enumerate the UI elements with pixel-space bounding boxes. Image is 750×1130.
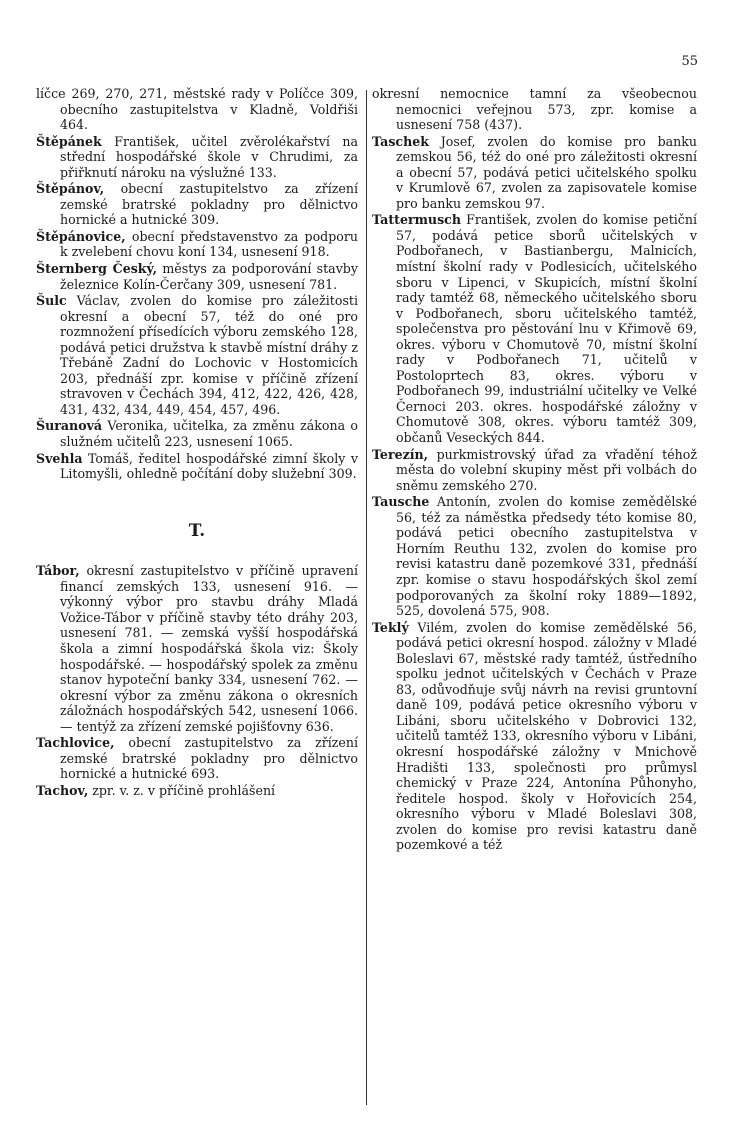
- entry-text: Vilém, zvolen do komise zemědělské 56, podává petici okresní hospod. záložny v Mladé Boleslavi 67, městské rady tamtéž, ústředního spolku jednot učitelských v Čechách v Praze 83, odůvodňuje svůj návrh na revisi gruntovní daně 109, podává petice okresního výboru v Libáni, sboru učitelského v Dobrovici 132, učitelů tamtéž 133, okresního výboru v Libáni, okresní hospodářské záložny v Mnichově Hradišti 133, společnosti pro průmysl chemický v Praze 224, Antonína Půhonyho, ředitele hospod. školy v Hořovicích 254, okresního výboru v Mladé Boleslavi 308, zvolen do komise pro revisi katastru daně pozemkové a též: [396, 619, 697, 853]
- index-entry: [36, 293, 358, 417]
- index-entry: [372, 134, 697, 212]
- section-letter: T.: [188, 520, 206, 541]
- entry-headword: Tachlovice,: [36, 735, 115, 751]
- entry-text: okresní zastupitelstvo v příčině upravení financí zemských 133, usnesení 916. — výkonný výbor pro stavbu dráhy Mladá Vožice-Tábor v příčině stavby této dráhy 203, usnesení 781. — zemská vyšší hospodářská škola a zimní hospodářská škola viz: Školy hospodářské. — hospodářský spolek za změnu stanov hypoteční banky 334, usnesení 762. — okresní výbor za změnu zákona o okresních záložnách hospodářských 542, usnesení 1066. — tentýž za zřízení zemské pojišťovny 636.: [60, 563, 358, 734]
- index-entry: [372, 620, 697, 853]
- entry-headword: Štěpánek: [36, 133, 102, 149]
- entry-headword: Taschek: [372, 133, 429, 149]
- entry-text: Tomáš, ředitel hospodářské zimní školy v Litomyšli, ohledně počítání doby služební 309.: [60, 450, 358, 482]
- entry-text: městys za podporování stavby železnice Kolín-Čerčany 309, usnesení 781.: [60, 261, 358, 292]
- index-entry: [372, 212, 697, 445]
- entry-text: obecní představenstvo za podporu k zvelebení chovu koní 134, usnesení 918.: [60, 228, 358, 260]
- right-entries: [372, 86, 697, 853]
- index-entry: [36, 134, 358, 181]
- index-entry: [36, 563, 358, 734]
- index-entry: [36, 451, 358, 482]
- entry-headword: Svehla: [36, 450, 83, 466]
- entry-headword: Štěpánovice,: [36, 228, 126, 244]
- entry-headword: Tachov,: [36, 782, 89, 798]
- column-divider: [366, 90, 367, 1105]
- entry-text: okresní nemocnice tamní za všeobecnou nemocnici veřejnou 573, zpr. komise a usnesení 758 (437).: [372, 86, 697, 133]
- entry-headword: Šuranová: [36, 418, 103, 434]
- entry-headword: Tattermusch: [372, 212, 462, 228]
- entry-headword: Štěpánov,: [36, 181, 105, 197]
- entry-text: Josef, zvolen do komise pro banku zemskou 56, též do oné pro záležitosti okresní a obecní 57, podává petici učitelského spolku v Krumlově 67, zvolen za zapisovatele komise pro banku zemskou 97.: [396, 133, 697, 211]
- entry-headword: Teklý: [372, 619, 409, 635]
- entry-text: Antonín, zvolen do komise zemědělské 56, též za náměstka předsedy této komise 80, podává petici obecního zastupitelstva v Horním Reuthu 132, zvolen do komise pro revisi katastru daně pozemkové 331, přednáší zpr. komise o stavu hospodářských škol zemí podporovaných za školní roky 1889—1892, 525, dovolená 575, 908.: [396, 494, 697, 619]
- right-column: [372, 86, 697, 853]
- entry-text: Václav, zvolen do komise pro záležitosti okresní a obecní 57, též do oné pro rozmnožení přísedících výboru zemského 128, podává petici družstva k stavbě místní dráhy z Třebáně Zadní do Lochovic v Hostomicích 203, přednáší zpr. komise v příčině zřízení stravoven v Čechách 394, 412, 422, 426, 428, 431, 432, 434, 449, 454, 457, 496.: [60, 293, 358, 417]
- entry-headword: Terezín,: [372, 446, 429, 462]
- left-entries-before: [36, 86, 358, 482]
- entry-text: líčce 269, 270, 271, městské rady v Políčce 309, obecního zastupitelstva v Kladně, Voldřiši 464.: [36, 86, 358, 133]
- index-entry: [36, 783, 358, 799]
- page-number: 55: [681, 54, 698, 69]
- entry-headword: Tausche: [372, 494, 430, 510]
- index-entry: [36, 229, 358, 260]
- entry-text: purkmistrovský úřad za vřadění téhož města do volební skupiny měst při volbách do sněmu zemského 270.: [396, 446, 697, 493]
- index-entry: [36, 261, 358, 292]
- index-entry: [36, 735, 358, 782]
- entry-text: František, učitel zvěrolékařství na střední hospodářské škole v Chrudimi, za přiřknutí nároku na výslužné 133.: [60, 133, 358, 180]
- entry-text: Veronika, učitelka, za změnu zákona o služném učitelů 223, usnesení 1065.: [60, 418, 358, 450]
- index-entry: [36, 181, 358, 228]
- entry-text: obecní zastupitelstvo za zřízení zemské bratrské pokladny pro dělnictvo hornické a hutnické 693.: [60, 735, 358, 782]
- index-entry: [372, 447, 697, 494]
- entry-text: obecní zastupitelstvo za zřízení zemské bratrské pokladny pro dělnictvo hornické a hutnické 309.: [60, 181, 358, 228]
- left-column: [36, 86, 358, 798]
- entry-text: zpr. v. z. v příčině prohlášení: [88, 782, 276, 798]
- entry-headword: Šternberg Český,: [36, 261, 158, 277]
- left-entries-after: [36, 563, 358, 798]
- entry-headword: Šulc: [36, 293, 67, 309]
- index-entry: [36, 86, 358, 133]
- index-entry: [372, 494, 697, 618]
- entry-text: František, zvolen do komise petiční 57, podává petice sborů učitelských v Podbořanech, v Bastianbergu, Malnicích, místní školní rady v Podlesicích, učitelského sboru v Lipenci, v Skupicích, místní školní rady tamtéž 68, německého učitelského sboru v Podbořanech, sboru učitelského tamtéž, společenstva pro pěstování lnu v Křimově 69, okres. výboru v Chomutově 70, místní školní rady v Podbořanech 71, učitelů v Postoloprtech 83, okres. výboru v Podbořanech 99, industriální učitelky ve Velké Černoci 203. okres. hospodářské záložny v Chomutově 308, okres. výboru tamtéž 309, občanů Veseckých 844.: [396, 212, 697, 446]
- entry-headword: Tábor,: [36, 563, 80, 579]
- index-entry: [372, 86, 697, 133]
- index-entry: [36, 418, 358, 449]
